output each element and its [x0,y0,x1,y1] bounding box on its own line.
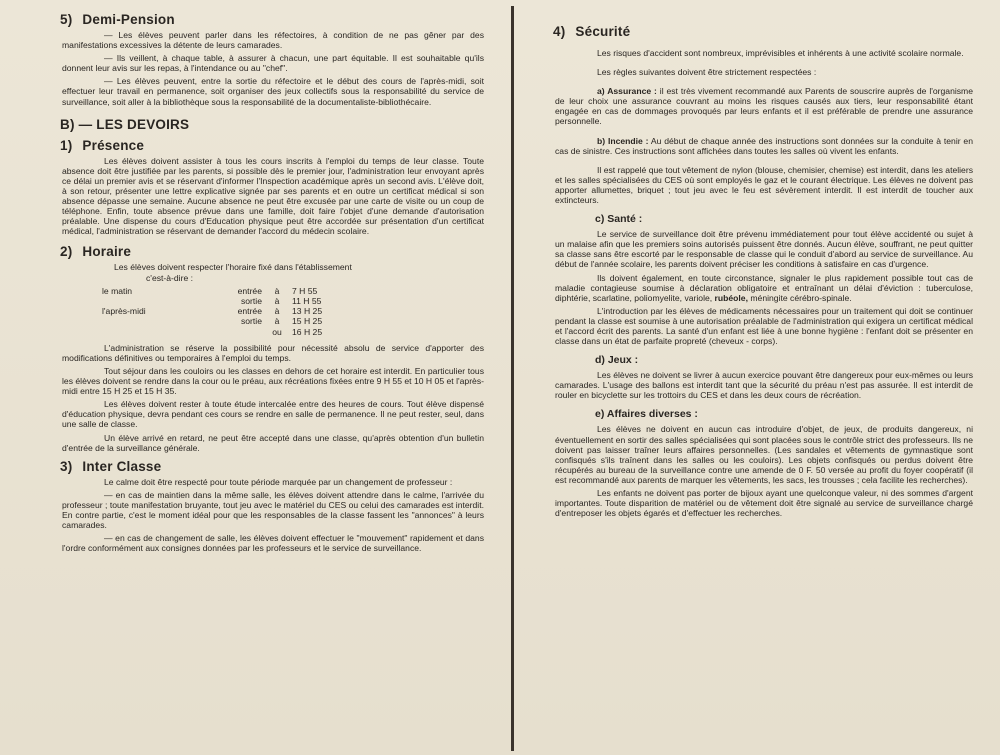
paragraph: — en cas de maintien dans la même salle, les élèves doivent attendre dans le calme, l'arrivée du professeur ; toute manifestation bruyante, tout jeu avec le matériel du CES ou celui des camarades est interdit. En contre partie, c'est le moment idéal pour que les responsables de la classe fassent les "annonces" à leurs camarades. [62,489,484,531]
schedule-time: 13 H 25 [292,306,323,317]
paragraph-text: il est très vivement recommandé aux Parents de souscrire auprès de l'organisme de leur choix une assurance couvrant au moins les risques causés aux tiers, leur responsabilité étant engagée en cas de dommages provoqués par leurs enfants et il est préférable de prendre une assurance personnelle. [555,86,973,127]
schedule-time: 7 H 55 [292,285,318,296]
schedule-prep: à [274,285,280,296]
paragraph: Les élèves doivent assister à tous les cours inscrits à l'emploi du temps de leur classe. Toute absence doit être justifiée par les parents, si possible dès le premier jour, l'administration leur envoyant après ce délai un premier avis et se réservant d'informer l'Inspection académique après un second avis. L'élève doit, à son retour, présenter une lettre explicative signée par ses parents et en outre un certificat médical si son absence dépasse une semaine. Aucune absence ne peut être excusée par une carte de visite ou un coup de téléphone. Enfin, toute absence prévue dans une famille, doit faire l'objet d'une demande d'autorisation préalable. Une dispense du cours d'Education physique peut être accordée sur présentation d'un certificat médical, l'administration se réservant de demander l'accord du médecin scolaire. [62,155,484,237]
schedule-action: sortie [240,296,262,307]
paragraph-assurance [555,86,973,126]
column-divider [511,6,514,751]
left-column [62,0,484,755]
subheading-incendie: b) Incendie : [597,135,649,146]
paragraph-text: Au début de chaque année des instructions sont données sur la conduite à tenir en cas de sinistre. Ces instructions sont affichées dans toutes les salles où vivent les enfants. [555,135,973,156]
schedule-action [202,327,262,337]
paragraph: Les enfants ne doivent pas porter de bijoux ayant une quelconque valeur, ni des sommes d'argent importantes. Toute disparition de matériel ou de vêtement doit être signalé au service de surveillance chargé d'entreposer les objets égarés et d'effectuer les recherches. [555,488,973,519]
schedule-row [62,316,484,326]
paragraph: — Les élèves peuvent, entre la sortie du réfectoire et le début des cours de l'après-midi, soit effectuer leur travail en permanence, soit organiser des jeux collectifs sous la responsabilité du service de surveillance, soit aller à la bibliothèque sous la responsabilité de la documentaliste-bibliothécaire. [62,76,484,107]
schedule-period: l'après-midi [102,306,146,317]
paragraph: Le service de surveillance doit être prévenu immédiatement pour tout élève accidenté ou sujet à un malaise afin que les premiers soins autorisés puissent être donnés. Aucun élève, souffrant, ne peut quitter sa classe sans être escorté par le responsable de classe qui le conduit d'abord au service de surveillance. Au début de l'année scolaire, les parents doivent préciser les conditions à satisfaire en cas d'urgence. [555,229,973,270]
paragraph-incendie [555,136,973,156]
schedule-row [62,296,484,306]
paragraph: Les risques d'accident sont nombreux, imprévisibles et inhérents à une activité scolaire normale. [597,48,964,58]
section-heading-inter-classe [60,459,484,474]
schedule-prep: à [274,296,280,307]
schedule-time: 15 H 25 [292,316,323,327]
section-number: 5) [60,12,73,27]
section-title: Présence [82,137,145,153]
section-title: Horaire [82,244,132,260]
paragraph: L'introduction par les élèves de médicaments nécessaires pour un traitement qui doit se continuer pendant la classe est soumise à une autorisation préalable de l'administration qui exigera un certificat médical et l'accord écrit des parents. La santé d'un enfant est liée à une bonne hygiène : l'enfant doit se présenter en classe dans un état de parfaite propreté (cheveux - corps). [555,305,973,347]
schedule-row [62,286,484,296]
schedule-prep: ou [272,326,282,337]
section-number: 2) [60,244,73,260]
section-heading-horaire [60,244,484,259]
part-heading-devoirs: B) — LES DEVOIRS [60,116,190,132]
paragraph: — en cas de changement de salle, les élèves doivent effectuer le "mouvement" rapidement et dans l'ordre conformément aux consignes données par les professeurs et le service de surveillance. [62,533,484,554]
paragraph: Un élève arrivé en retard, ne peut être accepté dans une classe, qu'après obtention d'un bulletin d'entrée de la surveillance générale. [62,432,484,453]
schedule-action: entrée [237,306,262,317]
schedule-prep: à [274,306,280,317]
schedule-action: entrée [237,285,262,296]
subheading-assurance: a) Assurance : [597,86,657,97]
schedule-period [62,316,202,326]
paragraph: Les règles suivantes doivent être strictement respectées : [597,67,817,78]
section-title: Demi-Pension [82,12,175,27]
section-number: 1) [60,137,73,153]
emphasis-text: rubéole, [714,292,748,303]
paragraph: Les élèves ne doivent en aucun cas introduire d'objet, de jeux, de produits dangereux, ni éventuellement en sortir des salles spécialisées qui sont placées sous le contrôle strict des professeurs. Ils ne doivent pas laisser traîner leurs affaires personnelles. (Les sandales et vêtements de gymnastique sont confisqués s'ils traînent dans les salles ou les couloirs). Les objets confisqués ou perdus doivent être récupérés au bureau de la surveillance contre une amende de 0 F. 50 versée au profit du foyer coopératif (il est recommandé aux parents de marquer les vêtements, les sacs, les trousses ; cela facilite les recherches). [555,424,973,485]
paragraph-text: méningite cérébro-spinale. [750,292,852,303]
paragraph [555,273,973,303]
schedule-intro-cont: c'est-à-dire : [146,272,194,283]
right-column [555,0,973,755]
paragraph: L'administration se réserve la possibilité pour nécessité absolu de service d'apporter des modifications définitives ou temporaires à l'emploi du temps. [62,342,484,363]
schedule-period: le matin [102,285,133,296]
schedule-period [62,327,202,337]
paragraph: Il est rappelé que tout vêtement de nylon (blouse, chemisier, chemise) est interdit, dans les ateliers et les salles spécialisées du CES où sont employés le gaz et le courant électrique. Les élèves ne doivent pas apporter allumettes, briquet ; tout jeu avec le feu est sévèrement interdit. Il est interdit de toucher aux extincteurs. [555,164,973,206]
schedule-time: 11 H 55 [292,296,322,307]
schedule-row [62,306,484,316]
section-heading-presence [60,138,484,153]
paragraph-text: Ils doivent également, en toute circonstance, signaler le plus rapidement possible tout cas de maladie contagieuse soumise à déclaration obligatoire et entraînant un délai d'éviction : tuberculose, diphtérie, scarlatine, poliomyelite, variole, [555,272,973,303]
subheading-affaires-diverses: e) Affaires diverses : [595,408,698,421]
paragraph: Les élèves doivent rester à toute étude intercalée entre des heures de cours. Tout élève dispensé d'éducation physique, devra pendant ces cours se rendre en salle de permanence. Il ne peut rester, seul, dans une salle de classe. [62,399,484,430]
paragraph: — Ils veillent, à chaque table, à assurer à chacun, une part équitable. Il est souhaitable qu'ils donnent leur avis sur les repas, à l'intendance ou au "chef". [62,53,484,74]
schedule-period [62,296,202,306]
schedule-table [62,286,484,337]
paragraph: Le calme doit être respecté pour toute période marquée par un changement de professeur : [104,476,453,487]
schedule-prep: à [274,316,280,327]
section-title: Inter Classe [82,458,162,474]
schedule-row [62,327,484,337]
schedule-action: sortie [240,316,262,327]
section-title: Sécurité [575,24,631,39]
subheading-jeux: d) Jeux : [595,354,639,367]
schedule-time: 16 H 25 [292,326,323,337]
paragraph: — Les élèves peuvent parler dans les réfectoires, à condition de ne pas gêner par des manifestations excessives la détente de leurs camarades. [62,30,484,51]
section-heading-securite [553,24,973,39]
paragraph: Les élèves ne doivent se livrer à aucun exercice pouvant être dangereux pour eux-mêmes ou leurs camarades. L'usage des ballons est interdit tant que la sécurité du préau n'est pas assurée. Il est interdit de rouler en bicyclette sur les trottoirs du CES et dans les deux cours de récréation. [555,370,973,401]
schedule-intro: Les élèves doivent respecter l'horaire fixé dans l'établissement [114,262,352,273]
subheading-sante: c) Santé : [595,213,643,226]
section-heading-demi-pension [60,12,484,27]
section-number: 3) [60,458,73,474]
paragraph: Tout séjour dans les couloirs ou les classes en dehors de cet horaire est interdit. En particulier tous les élèves doivent se rendre dans la cour ou le préau, aux récréations fixées entre 9 H 55 et 10 H 05 et l'après-midi entre 15 H 25 et 15 H 35. [62,366,484,397]
section-number: 4) [553,24,566,39]
